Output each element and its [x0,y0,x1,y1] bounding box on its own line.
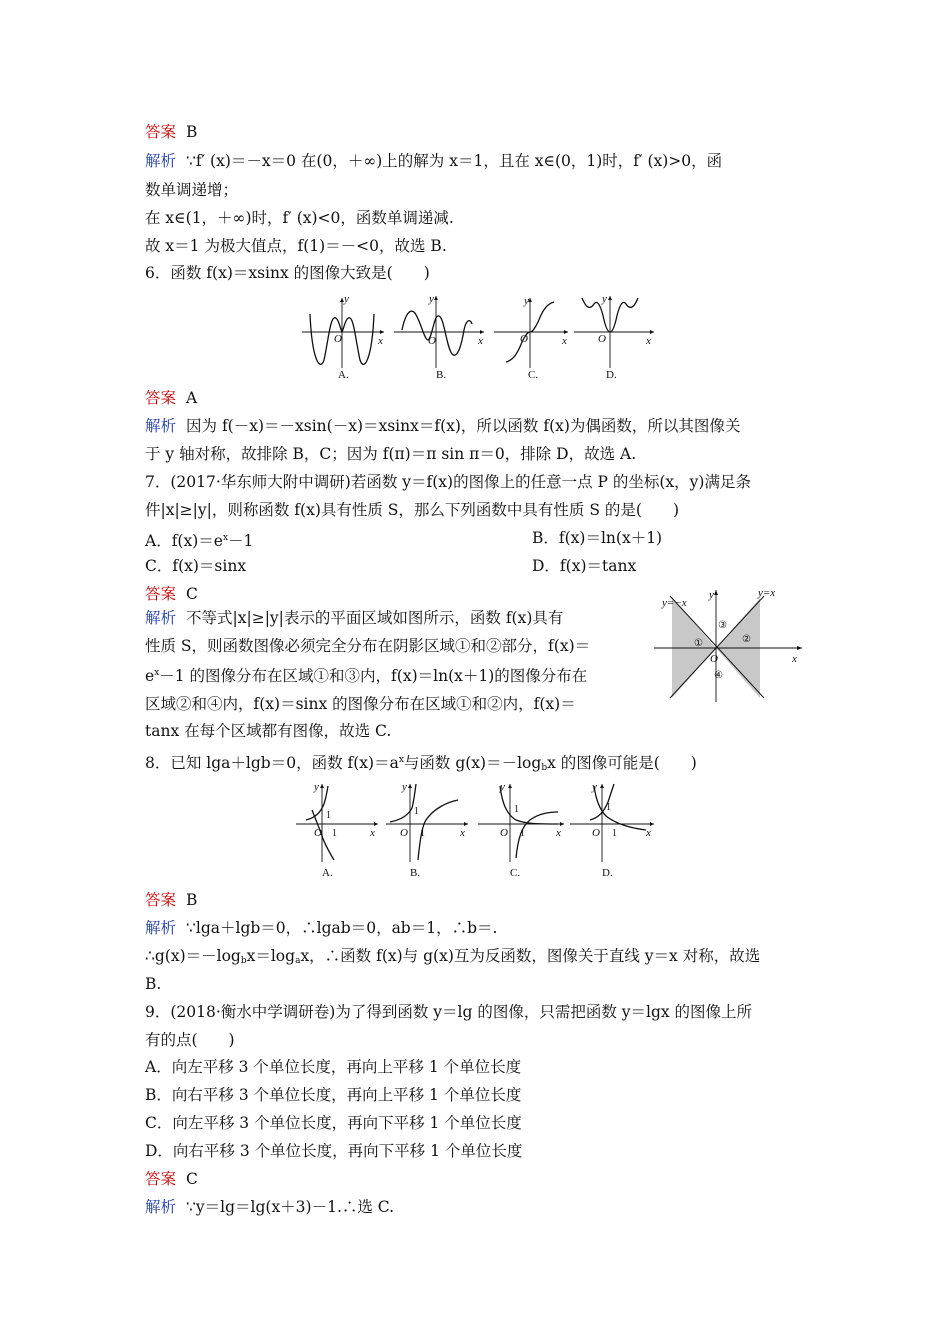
q6-graph-c [494,295,568,381]
analysis-text: x＝log [246,947,296,965]
tick-one: 1 [332,828,337,839]
axis-x-label: x [478,335,483,347]
q6-answer-line [145,388,197,408]
q9-analysis-line-1 [145,1197,394,1217]
origin-label: O [428,335,436,347]
caption-b: B. [436,369,447,381]
answer-value: B [186,123,198,141]
q6-graph-b [394,293,484,381]
region-label-1: ① [694,638,703,649]
analysis-tag: 解析 [145,919,177,937]
q9-option-d: D．向右平移 3 个单位长度，再向下平移 1 个单位长度 [145,1142,523,1160]
caption-a: A. [322,867,333,879]
origin-label: O [710,653,718,665]
axis-y-label: y [592,781,597,793]
analysis-text: ∵lga＋lgb＝0，∴lgab＝0，ab＝1，∴b＝. [186,919,498,937]
caption-a: A. [338,369,349,381]
origin-label: O [500,827,508,839]
tick-one: 1 [420,828,425,839]
q5-analysis-line-2: 数单调递增； [145,181,239,199]
analysis-tag: 解析 [145,1198,177,1216]
superscript: x [222,533,229,543]
axis-y-label: y [500,781,505,793]
q7-option-b: B．f(x)＝ln(x＋1) [532,529,663,547]
analysis-text: ∵f′ (x)＝－x＝0 在(0，＋∞)上的解为 x＝1，且在 x∈(0，1)时，f′ (x)>0，函 [186,152,723,170]
option-text: －1 [228,532,254,550]
axis-x-label: x [646,335,651,347]
region-label-2: ② [742,634,751,645]
q7-option-d: D．f(x)＝tanx [532,557,637,575]
caption-b: B. [410,867,421,879]
q8-stem [145,750,697,778]
q6-analysis-line-1 [145,416,740,436]
q7-analysis-line-2: 性质 S，则函数图像必须完全分布在阴影区域①和②部分，f(x)＝ [145,636,591,655]
analysis-text: －1 的图像分布在区域①和③内，f(x)＝ln(x＋1)的图像分布在 [159,667,588,685]
q8-graph-b [386,781,468,879]
q9-stem-line-2: 有的点( ) [145,1031,235,1049]
stem-text: 8．已知 lga＋lgb＝0，函数 f(x)＝a [145,754,399,772]
q7-analysis-block [145,605,635,746]
axis-x-label: x [370,827,375,839]
q9-option-b: B．向右平移 3 个单位长度，再向上平移 1 个单位长度 [145,1086,522,1104]
q8-analysis-line-3: B. [145,975,162,993]
axis-y-label: y [314,781,319,793]
origin-label: O [592,827,600,839]
answer-tag: 答案 [145,389,177,407]
line-label-pos: y=x [758,587,776,599]
q7-region-figure [652,586,812,706]
tick-one: 1 [520,828,525,839]
q7-analysis-line-4: 区域②和④内，f(x)＝sinx 的图像分布在区域①和②内，f(x)＝ [145,694,576,713]
axis-y-label: y [344,293,349,305]
axis-x-label: x [378,335,383,347]
caption-c: C. [510,867,521,879]
answer-value: A [186,389,198,407]
q7-stem-line-2: 件|x|≥|y|，则称函数 f(x)具有性质 S，那么下列函数中具有性质 S 的是( ) [145,501,679,519]
analysis-text: 因为 f(－x)＝－xsin(－x)＝xsinx＝f(x)，所以函数 f(x)为偶函数，所以其图像关 [186,417,741,435]
q8-graph-a [296,781,378,879]
subscript: b [240,956,247,966]
superscript: x [154,668,160,678]
q6-analysis-line-2: 于 y 轴对称，故排除 B，C；因为 f(π)＝π sin π＝0，排除 D，故选 A. [145,445,637,463]
q8-answer-line [145,890,197,910]
stem-text: x 的图像可能是( ) [547,754,697,772]
caption-c: C. [528,369,539,381]
origin-label: O [598,333,606,345]
tick-one: 1 [326,810,331,821]
axis-y-label: y [602,293,607,305]
axis-x-label: x [792,653,797,665]
analysis-tag: 解析 [145,152,177,170]
tick-one: 1 [612,828,617,839]
answer-value: C [186,585,198,603]
q9-option-a: A．向左平移 3 个单位长度，再向上平移 1 个单位长度 [145,1058,522,1076]
origin-label: O [314,827,322,839]
q9-option-c: C．向左平移 3 个单位长度，再向下平移 1 个单位长度 [145,1114,522,1132]
axis-y-label: y [402,781,407,793]
origin-label: O [520,333,528,345]
q6-stem: 6．函数 f(x)＝xsinx 的图像大致是( ) [145,264,430,282]
line-label-neg: y=−x [662,597,687,609]
analysis-text: x，∴函数 f(x)与 g(x)互为反函数，图像关于直线 y＝x 对称，故选 [300,947,761,965]
origin-label: O [334,333,342,345]
q6-figure-options [298,290,658,382]
axis-x-label: x [646,827,651,839]
answer-tag: 答案 [145,585,177,603]
caption-d: D. [606,369,617,381]
analysis-tag: 解析 [145,417,177,435]
analysis-text: ∴g(x)＝－log [145,947,241,965]
superscript: x [398,755,404,765]
tick-one: 1 [414,806,419,817]
axis-x-label: x [556,827,561,839]
caption-d: D. [602,867,613,879]
tick-one: 1 [606,802,611,813]
q8-graph-d [570,781,654,879]
q5-analysis-line-1 [145,151,722,171]
subscript: b [541,763,548,773]
analysis-text: e [145,667,155,685]
answer-tag: 答案 [145,1170,177,1188]
axis-x-label: x [460,827,465,839]
q8-figure-options [294,780,660,880]
option-text: A．f(x)＝e [145,532,223,550]
tick-one: 1 [514,804,519,815]
region-label-3: ③ [718,620,727,631]
q5-answer-line [145,122,197,142]
axis-y-label: y [524,295,529,307]
axis-y-label: y [429,293,434,305]
q5-analysis-line-3: 在 x∈(1，＋∞)时，f′ (x)<0，函数单调递减. [145,209,454,227]
subscript: a [295,956,301,966]
analysis-text: ∵y＝lg＝lg(x＋3)－1.∴选 C. [186,1198,395,1216]
q7-analysis-line-5: tanx 在每个区域都有图像，故选 C. [145,722,392,740]
answer-value: C [186,1170,198,1188]
q7-analysis-line-1 [145,605,635,633]
answer-tag: 答案 [145,891,177,909]
q7-answer-line [145,584,198,604]
region-label-4: ④ [714,670,723,681]
q9-stem-line-1: 9．(2018·衡水中学调研卷)为了得到函数 y＝lg 的图像，只需把函数 y＝lgx 的图像上所 [145,1003,753,1021]
q6-graph-a [302,293,384,381]
answer-value: B [186,891,198,909]
axis-x-label: x [562,335,567,347]
q7-stem-line-1: 7．(2017·华东师大附中调研)若函数 y＝f(x)的图像上的任意一点 P 的坐标(x，y)满足条 [145,473,751,491]
q8-analysis-line-1 [145,918,497,938]
q8-graph-c [478,781,564,879]
q7-analysis-line-3 [145,660,635,691]
q5-analysis-line-4: 故 x＝1 为极大值点，f(1)＝－<0，故选 B. [145,237,447,255]
origin-label: O [400,827,408,839]
q7-option-a [145,528,253,551]
q6-graph-d [574,293,654,381]
q8-analysis-line-2 [145,946,760,971]
q9-answer-line [145,1169,198,1189]
answer-tag: 答案 [145,123,177,141]
axis-y-label: y [709,589,714,601]
stem-text: 与函数 g(x)＝－log [403,754,542,772]
q7-option-c: C．f(x)＝sinx [145,557,247,575]
analysis-text: 不等式|x|≥|y|表示的平面区域如图所示，函数 f(x)具有 [186,609,564,627]
analysis-tag: 解析 [145,609,177,627]
